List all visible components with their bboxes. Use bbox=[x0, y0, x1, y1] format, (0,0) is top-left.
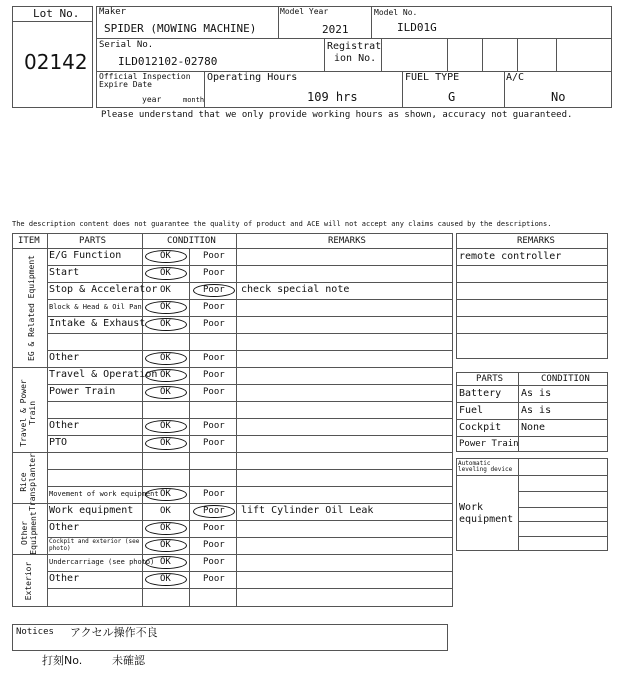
right-remarks-line-1 bbox=[456, 265, 608, 266]
col-header-remarks: REMARKS bbox=[328, 236, 366, 246]
condition-ok: OK bbox=[160, 523, 171, 533]
remark-text: check special note bbox=[241, 284, 350, 295]
right-work-line-1 bbox=[518, 491, 608, 492]
info-vline-h bbox=[556, 38, 557, 71]
right-remarks-line-3 bbox=[456, 299, 608, 300]
condition-ok: OK bbox=[160, 438, 171, 448]
condition-ok: OK bbox=[160, 285, 171, 295]
row-line bbox=[47, 418, 453, 419]
header-row-line bbox=[12, 248, 453, 249]
fuel-type-label: FUEL TYPE bbox=[405, 72, 460, 83]
part-label: Other bbox=[49, 352, 80, 363]
right-parts-line-1 bbox=[456, 402, 608, 403]
right-work-line-0 bbox=[456, 475, 608, 476]
condition-ok: OK bbox=[160, 387, 171, 397]
col-line-poor bbox=[236, 233, 237, 607]
info-vline-c bbox=[324, 38, 325, 71]
info-vline-e bbox=[447, 38, 448, 71]
model-no-label: Model No. bbox=[374, 8, 418, 17]
condition-ok: OK bbox=[160, 506, 171, 516]
model-year-value: 2021 bbox=[322, 23, 349, 36]
row-line bbox=[47, 486, 453, 487]
condition-ok: OK bbox=[160, 370, 171, 380]
ok-circle-mark bbox=[145, 250, 187, 263]
right-parts-line-3 bbox=[456, 436, 608, 437]
ok-circle-mark bbox=[145, 301, 187, 314]
registration-label-line2: ion No. bbox=[334, 53, 377, 64]
info-vline-f bbox=[482, 38, 483, 71]
right-parts-line-2 bbox=[456, 419, 608, 420]
part-label: Undercarriage (see photo) bbox=[49, 558, 155, 566]
ok-circle-mark bbox=[145, 420, 187, 433]
condition-ok: OK bbox=[160, 268, 171, 278]
work-equipment-label-line2: equipment bbox=[459, 514, 514, 525]
group-label-exterior: Exterior bbox=[24, 561, 33, 601]
info-vline-g bbox=[517, 38, 518, 71]
notices-label: Notices bbox=[16, 627, 54, 637]
ok-circle-mark bbox=[145, 488, 187, 501]
right-remarks-header: REMARKS bbox=[517, 236, 555, 246]
lot-number: 02142 bbox=[24, 50, 88, 74]
right-part-battery: Battery bbox=[459, 388, 502, 399]
right-work-line-4 bbox=[518, 536, 608, 537]
right-part-cockpit: Cockpit bbox=[459, 422, 502, 433]
ok-circle-mark bbox=[145, 386, 187, 399]
ac-value: No bbox=[551, 90, 566, 104]
info-vline-b bbox=[371, 6, 372, 38]
condition-poor: Poor bbox=[203, 574, 225, 584]
ok-circle-mark bbox=[145, 556, 187, 569]
row-line bbox=[47, 571, 453, 572]
part-label: Stop & Accelerator bbox=[49, 284, 158, 295]
col-line-item bbox=[47, 233, 48, 607]
col-header-parts: PARTS bbox=[79, 236, 107, 246]
condition-ok: OK bbox=[160, 319, 171, 329]
right-remarks-line-5 bbox=[456, 333, 608, 334]
row-line bbox=[47, 588, 453, 589]
part-label: Start bbox=[49, 267, 80, 278]
inspection-label-line2: Expire Date bbox=[99, 80, 152, 89]
group-label-travel bbox=[19, 373, 37, 453]
right-parts-header: PARTS bbox=[476, 374, 504, 384]
condition-ok: OK bbox=[160, 540, 171, 550]
right-cond-battery: As is bbox=[521, 388, 552, 399]
group-label-rice bbox=[19, 452, 37, 512]
condition-poor: Poor bbox=[203, 523, 225, 533]
lot-divider bbox=[12, 21, 93, 22]
row-line bbox=[47, 333, 453, 334]
condition-ok: OK bbox=[160, 557, 171, 567]
maker-value: SPIDER (MOWING MACHINE) bbox=[104, 22, 257, 35]
right-remarks-line-0 bbox=[456, 248, 608, 249]
model-year-label: Model Year bbox=[280, 7, 329, 16]
col-header-item: ITEM bbox=[18, 236, 40, 246]
right-part-power-train: Power Train bbox=[459, 439, 519, 449]
right-cond-fuel: As is bbox=[521, 405, 552, 416]
auto-leveling-label: Automatic leveling device bbox=[458, 460, 513, 473]
right-remarks-first: remote controller bbox=[459, 251, 562, 262]
info-row-line-1 bbox=[96, 38, 612, 39]
condition-poor: Poor bbox=[203, 319, 225, 329]
right-cond-cockpit: None bbox=[521, 422, 546, 433]
poor-circle-mark bbox=[193, 505, 235, 518]
ok-circle-mark bbox=[145, 352, 187, 365]
inspection-label-line1: Official Inspection bbox=[99, 72, 191, 81]
group-sep-3 bbox=[12, 503, 453, 504]
right-condition-header: CONDITION bbox=[541, 374, 590, 384]
ac-label: A/C bbox=[506, 72, 525, 83]
right-work-line-3 bbox=[518, 521, 608, 522]
serial-value: ILD012102-02780 bbox=[118, 55, 218, 68]
condition-ok: OK bbox=[160, 574, 171, 584]
stamp-label: 打刻No. bbox=[42, 654, 83, 667]
ok-circle-mark bbox=[145, 539, 187, 552]
condition-poor: Poor bbox=[203, 489, 225, 499]
month-label: month bbox=[183, 96, 205, 104]
right-work-line-2 bbox=[518, 507, 608, 508]
condition-ok: OK bbox=[160, 302, 171, 312]
row-line bbox=[47, 435, 453, 436]
row-line bbox=[47, 384, 453, 385]
registration-label-line1: Registrat bbox=[327, 41, 382, 52]
right-parts-line-0 bbox=[456, 385, 608, 386]
year-label: year bbox=[142, 95, 162, 104]
condition-poor: Poor bbox=[203, 370, 225, 380]
part-label: E/G Function bbox=[49, 250, 122, 261]
group-label-other bbox=[20, 508, 38, 558]
hours-accuracy-note: Please understand that we only provide working hours as shown, accuracy not guaranteed. bbox=[101, 110, 573, 120]
ok-circle-mark bbox=[145, 437, 187, 450]
group-label-eg: EG & Related Equipment bbox=[27, 255, 36, 361]
remark-text: lift Cylinder Oil Leak bbox=[241, 505, 374, 516]
group-label-other-text: Other Equipment bbox=[20, 511, 38, 555]
ok-circle-mark bbox=[145, 573, 187, 586]
right-work-divider bbox=[518, 458, 519, 551]
part-label: Other bbox=[49, 522, 80, 533]
part-label: Travel & Operation bbox=[49, 369, 158, 380]
condition-ok: OK bbox=[160, 421, 171, 431]
maker-label: Maker bbox=[99, 7, 127, 17]
info-vline-a bbox=[278, 6, 279, 38]
poor-circle-mark bbox=[193, 284, 235, 297]
part-label: PTO bbox=[49, 437, 68, 448]
row-line bbox=[47, 350, 453, 351]
right-remarks-line-2 bbox=[456, 282, 608, 283]
condition-poor: Poor bbox=[203, 353, 225, 363]
right-remarks-line-4 bbox=[456, 316, 608, 317]
row-line bbox=[47, 520, 453, 521]
stamp-value: 未確認 bbox=[112, 654, 145, 667]
right-part-fuel: Fuel bbox=[459, 405, 484, 416]
condition-poor: Poor bbox=[203, 506, 225, 516]
part-label: Intake & Exhaust bbox=[49, 318, 146, 329]
condition-poor: Poor bbox=[203, 421, 225, 431]
condition-poor: Poor bbox=[203, 285, 225, 295]
serial-label: Serial No. bbox=[99, 40, 154, 50]
part-label: Power Train bbox=[49, 386, 116, 397]
info-vline-i bbox=[204, 71, 205, 108]
ok-circle-mark bbox=[145, 267, 187, 280]
operating-hours-label: Operating Hours bbox=[207, 72, 298, 83]
work-equipment-label-line1: Work bbox=[459, 502, 484, 513]
operating-hours-value: 109 hrs bbox=[307, 90, 358, 104]
model-no-value: ILD01G bbox=[397, 21, 437, 34]
col-header-condition: CONDITION bbox=[167, 236, 216, 246]
condition-poor: Poor bbox=[203, 438, 225, 448]
lot-label: Lot No. bbox=[33, 7, 80, 20]
part-label: Cockpit and exterior (see photo) bbox=[49, 538, 140, 552]
notices-value: アクセル操作不良 bbox=[70, 626, 158, 639]
group-label-travel-text: Travel & Power Train bbox=[19, 379, 37, 447]
condition-poor: Poor bbox=[203, 251, 225, 261]
part-label: Other bbox=[49, 573, 80, 584]
condition-poor: Poor bbox=[203, 268, 225, 278]
ok-circle-mark bbox=[145, 522, 187, 535]
info-vline-j bbox=[402, 71, 403, 108]
info-vline-k bbox=[504, 71, 505, 108]
row-line bbox=[47, 316, 453, 317]
row-line bbox=[47, 469, 453, 470]
row-line bbox=[47, 299, 453, 300]
part-label: Work equipment bbox=[49, 505, 134, 516]
disclaimer-text: The description content does not guarantee the quality of product and ACE will not accept any claims caused by the descriptions. bbox=[12, 220, 552, 228]
condition-ok: OK bbox=[160, 353, 171, 363]
part-label: Block & Head & Oil Pan bbox=[49, 303, 142, 311]
row-line bbox=[47, 401, 453, 402]
group-sep-2 bbox=[12, 452, 453, 453]
group-sep-1 bbox=[12, 367, 453, 368]
row-line bbox=[47, 282, 453, 283]
condition-ok: OK bbox=[160, 251, 171, 261]
condition-poor: Poor bbox=[203, 387, 225, 397]
group-sep-4 bbox=[12, 554, 453, 555]
part-label: Movement of work equipment bbox=[49, 490, 159, 498]
condition-poor: Poor bbox=[203, 302, 225, 312]
fuel-type-value: G bbox=[448, 90, 456, 104]
part-label: Other bbox=[49, 420, 80, 431]
condition-poor: Poor bbox=[203, 557, 225, 567]
condition-poor: Poor bbox=[203, 540, 225, 550]
group-label-rice-text: Rice Transplanter bbox=[19, 453, 37, 511]
ok-circle-mark bbox=[145, 369, 187, 382]
row-line bbox=[47, 265, 453, 266]
ok-circle-mark bbox=[145, 318, 187, 331]
condition-ok: OK bbox=[160, 489, 171, 499]
